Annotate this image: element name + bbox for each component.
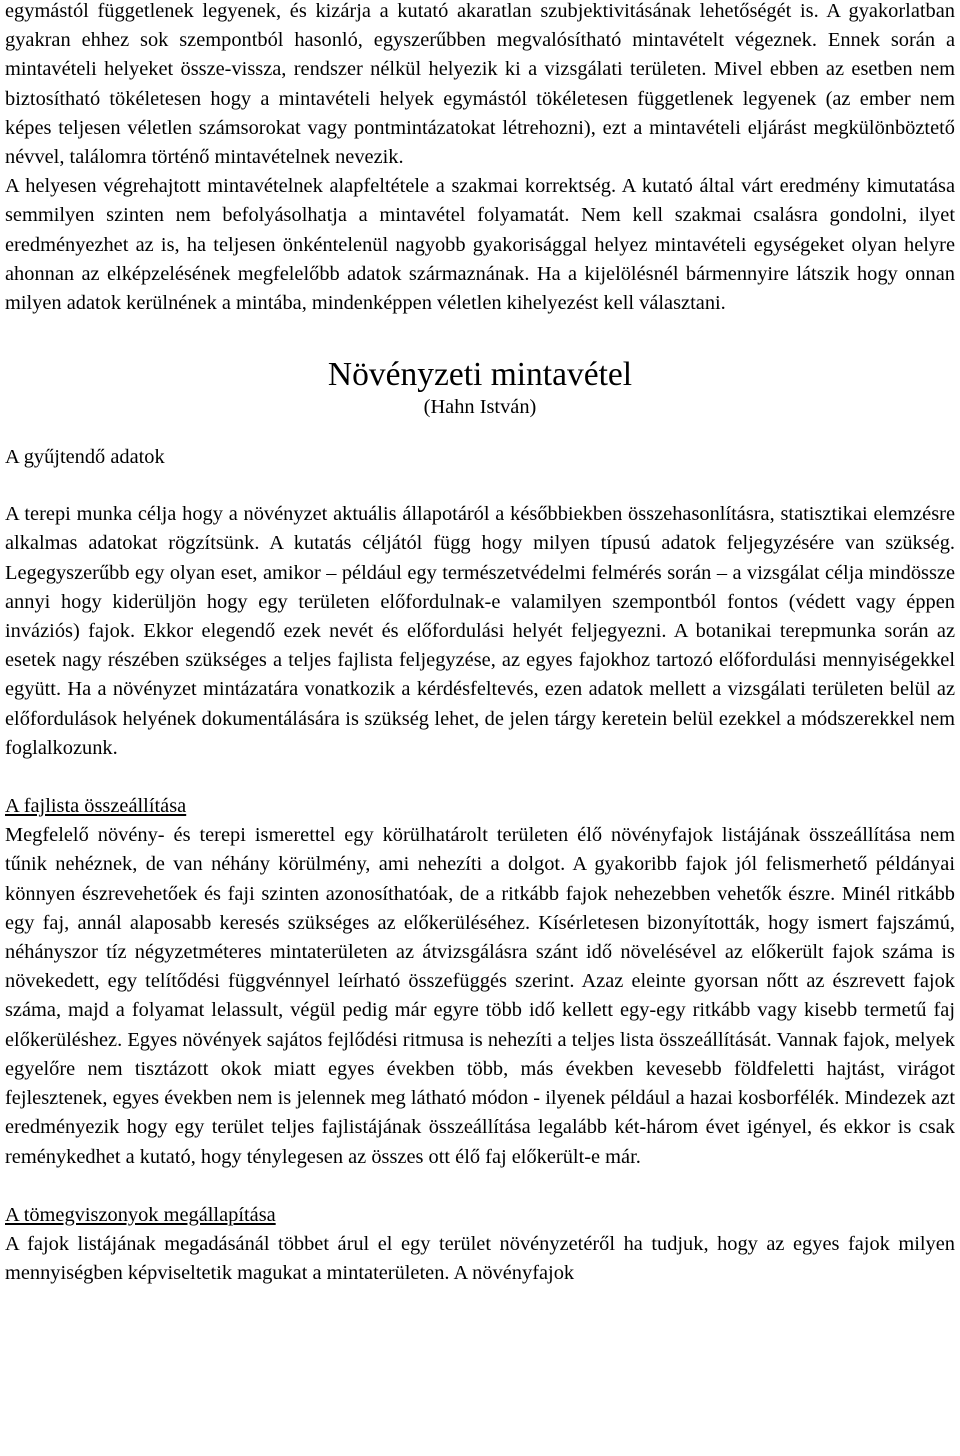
subsection-heading-collected-data: A gyűjtendő adatok [5, 446, 165, 469]
paragraph-fieldwork-goal: A terepi munka célja hogy a növényzet aktuális állapotáról a későbbiekben összehasonlításra, statisztikai elemzésre alkalmas adatokat rögzítsünk. A kutatás céljától függ hogy milyen típusú adatok feljegyzésére van szükség. Legegyszerűbb egy olyan eset, amikor – például egy természetvédelmi felmérés során – a vizsgálat célja mindössze annyi hogy kiderüljön hogy egy területen előfordulnak-e valamilyen szempontból fontos (védett vagy éppen inváziós) fajok. Ekkor elegendő ezek nevét és előfordulási helyét feljegyezni. A botanikai terepmunka során az esetek nagy részében szükséges a teljes fajlista feljegyzése, az egyes fajokhoz tartozó előfordulási mennyiségekkel együtt. Ha a növényzet mintázatára vonatkozik a kérdésfeltevés, ezen adatok mellett a vizsgálati területen belül az előfordulások helyének dokumentálására is szükség lehet, de jelen tárgy keretein belül ezekkel a módszerekkel nem foglalkozunk. [5, 503, 955, 759]
paragraph-species-list: Megfelelő növény- és terepi ismerettel egy körülhatárolt területen élő növényfajok listájának összeállítása nem tűnik nehéznek, de van néhány körülmény, ami nehezíti a dolgot. A gyakoribb fajok jól felismerhető példányai könnyen észrevehetőek és faji szinten azonosíthatóak, de a ritkább fajok nehezebben vehetők észre. Minél ritkább egy faj, annál alaposabb keresés szükséges az előkerüléséhez. Kísérletesen bizonyították, hogy ismert fajszámú, néhányszor tíz négyzetméteres mintaterületen az átvizsgálásra szánt idő növelésével az előkerült fajok száma is növekedett, egy telítődési függvénnyel leírható összefüggés szerint. Azaz eleinte gyorsan nőtt az észrevett fajok száma, majd a folyamat lelassult, végül pedig már egyre több idő kellett egy-egy ritkább vagy kisebb termetű faj előkerüléshez. Egyes növények sajátos fejlődési ritmusa is nehezíti a teljes lista összeállítását. Vannak fajok, melyek egyelőre nem tisztázott okok miatt egyes években több, más években kevesebb földfeletti hajtást, virágot fejlesztenek, egyes években nem is jelennek meg látható módon - ilyenek például a hazai kosborfélék. Mindezek azt eredményezik hogy egy terület teljes fajlistájának összeállítása legalább két-három évet igényel, és ekkor is csak reménykedhet a kutató, hogy ténylegesen az összes ott élő faj előkerült-e már. [5, 824, 955, 1168]
paragraph-sampling-method: egymástól függetlenek legyenek, és kizárja a kutató akaratlan szubjektivitásának lehetőségét is. A gyakorlatban gyakran ehhez sok szempontból hasonló, egyszerűbben megvalósítható mintavételt végeznek. Ennek során a mintavételi helyeket össze-vissza, rendszer nélkül helyezik ki a vizsgálati területen. Mivel ebben az esetben nem biztosítható tökéletesen hogy a mintavételi helyek egymástól tökéletesen függetlenek legyenek (az ember nem képes teljesen véletlen számsorokat vagy pontmintázatokat létrehozni), ezt a mintavételi eljárást megkülönböztető névvel, találomra történő mintavételnek nevezik. [5, 0, 955, 169]
section-title: Növényzeti mintavétel [327, 356, 633, 394]
heading-species-list: A fajlista összeállítása [5, 795, 187, 818]
document-page [5, 0, 955, 1288]
paragraph-professional-correctness: A helyesen végrehajtott mintavételnek alapfeltétele a szakmai korrektség. A kutató által várt eredmény kimutatása semmilyen szinten nem befolyásolhatja a mintavétel folyamatát. Nem kell szakmai csalásra gondolni, ilyet eredményezhet az is, ha teljesen önkéntelenül nagyobb gyakorisággal helyez mintavételi egységeket olyan helyre ahonnan az elképzelésének megfelelőbb adatok származnának. Ha a kijelölésnél bármennyire látszik hogy onnan milyen adatok kerülnének a mintába, mindenképpen véletlen kihelyezést kell választani. [5, 175, 955, 315]
section-author: (Hahn István) [423, 396, 537, 419]
paragraph-abundance: A fajok listájának megadásánál többet árul el egy terület növényzetéről ha tudjuk, hogy az egyes fajok milyen mennyiségben képviseltetik magukat a mintaterületen. A növényfajok [5, 1232, 955, 1285]
heading-abundance: A tömegviszonyok megállapítása [5, 1203, 276, 1226]
section-title-block [5, 355, 955, 500]
